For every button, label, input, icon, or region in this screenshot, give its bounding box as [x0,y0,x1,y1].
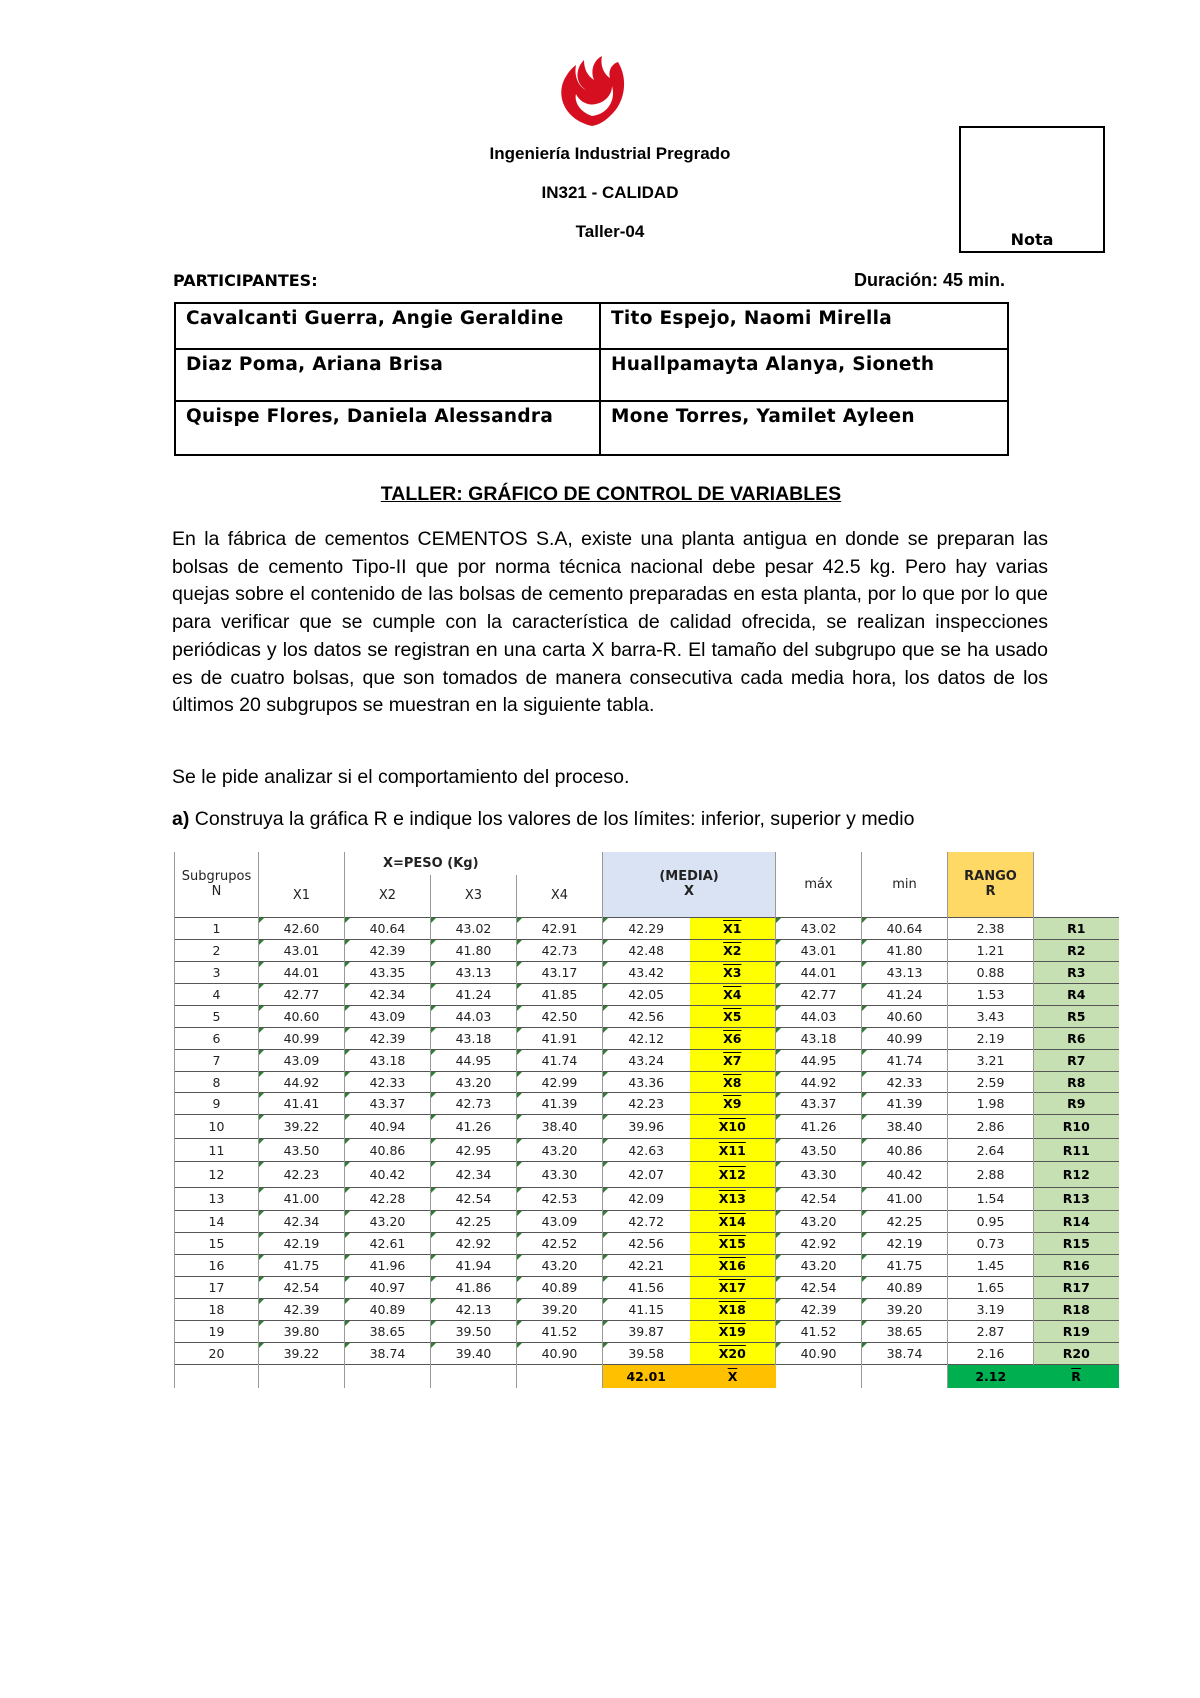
range-cell: 2.86 [948,1115,1034,1139]
range-label-cell: R15 [1034,1232,1119,1254]
x3-cell: 42.92 [431,1232,517,1254]
x2-cell: 43.09 [345,1005,431,1027]
max-cell: 42.39 [776,1299,862,1321]
min-cell: 41.75 [862,1254,948,1276]
min-cell: 40.42 [862,1162,948,1187]
mean-cell: 43.36 [603,1072,690,1093]
mean-label-cell: X12 [690,1162,776,1187]
x4-cell: 42.50 [517,1005,603,1027]
x1-cell: 44.92 [259,1072,345,1093]
empty-cell [175,1365,259,1388]
table-row [175,1321,1119,1343]
workshop-heading: TALLER: GRÁFICO DE CONTROL DE VARIABLES [380,483,842,505]
participants-label: PARTICIPANTES: [173,271,318,290]
header-min: min [862,852,948,917]
range-cell: 3.21 [948,1050,1034,1072]
max-cell: 44.03 [776,1005,862,1027]
range-label-cell: R5 [1034,1005,1119,1027]
mean-cell: 42.05 [603,983,690,1005]
mean-cell: 39.87 [603,1321,690,1343]
empty-cell [431,1365,517,1388]
range-cell: 2.19 [948,1027,1034,1049]
min-cell: 41.80 [862,939,948,961]
grade-label: Nota [1010,230,1054,249]
x3-cell: 41.80 [431,939,517,961]
x1-cell: 39.22 [259,1343,345,1365]
participant-name: Cavalcanti Guerra, Angie Geraldine [175,303,600,349]
max-cell: 43.18 [776,1027,862,1049]
x2-cell: 42.61 [345,1232,431,1254]
table-row [175,1162,1119,1187]
min-cell: 41.74 [862,1050,948,1072]
x2-cell: 41.96 [345,1254,431,1276]
max-cell: 42.92 [776,1232,862,1254]
grand-mean-cell: 42.01 [603,1365,690,1388]
x1-cell: 43.50 [259,1139,345,1162]
x4-cell: 43.20 [517,1254,603,1276]
header-subgrupos: Subgrupos N [175,852,259,917]
min-cell: 41.39 [862,1093,948,1115]
table-row [175,1210,1119,1232]
table-row [175,1005,1119,1027]
x1-cell: 39.22 [259,1115,345,1139]
x2-cell: 40.42 [345,1162,431,1187]
x4-cell: 42.53 [517,1187,603,1210]
mean-cell: 42.29 [603,917,690,939]
max-cell: 43.37 [776,1093,862,1115]
subgroup-number-cell: 9 [175,1093,259,1115]
x3-cell: 39.40 [431,1343,517,1365]
mean-label-cell: X4 [690,983,776,1005]
mean-range-cell: 2.12 [948,1365,1034,1388]
participant-name: Mone Torres, Yamilet Ayleen [600,401,1008,455]
min-cell: 40.99 [862,1027,948,1049]
min-cell: 38.65 [862,1321,948,1343]
program-title: Ingeniería Industrial Pregrado [489,144,731,163]
range-label-cell: R4 [1034,983,1119,1005]
mean-cell: 43.24 [603,1050,690,1072]
x2-cell: 42.39 [345,939,431,961]
header-x1: X1 [259,875,345,917]
subgroup-number-cell: 15 [175,1232,259,1254]
x2-cell: 42.28 [345,1187,431,1210]
range-label-cell: R3 [1034,961,1119,983]
x4-cell: 39.20 [517,1299,603,1321]
x2-cell: 43.35 [345,961,431,983]
range-label-cell: R8 [1034,1072,1119,1093]
mean-cell: 42.21 [603,1254,690,1276]
table-row [175,983,1119,1005]
min-cell: 41.24 [862,983,948,1005]
table-row [175,1254,1119,1276]
range-label-cell: R14 [1034,1210,1119,1232]
min-cell: 38.74 [862,1343,948,1365]
table-row [175,1027,1119,1049]
table-row [175,1276,1119,1298]
table-row [175,917,1119,939]
x2-cell: 38.74 [345,1343,431,1365]
x2-cell: 43.37 [345,1093,431,1115]
subgroup-number-cell: 17 [175,1276,259,1298]
mean-label-cell: X1 [690,917,776,939]
range-cell: 0.88 [948,961,1034,983]
subgroup-number-cell: 13 [175,1187,259,1210]
x1-cell: 43.09 [259,1050,345,1072]
participant-name: Diaz Poma, Ariana Brisa [175,349,600,401]
x3-cell: 44.95 [431,1050,517,1072]
x4-cell: 38.40 [517,1115,603,1139]
subgroup-number-cell: 2 [175,939,259,961]
range-cell: 2.16 [948,1343,1034,1365]
max-cell: 44.92 [776,1072,862,1093]
range-cell: 1.65 [948,1276,1034,1298]
totals-row [175,1365,1119,1388]
x4-cell: 41.52 [517,1321,603,1343]
empty-cell [517,1365,603,1388]
x3-cell: 42.34 [431,1162,517,1187]
x4-cell: 41.85 [517,983,603,1005]
range-label-cell: R11 [1034,1139,1119,1162]
mean-label-cell: X19 [690,1321,776,1343]
mean-cell: 42.12 [603,1027,690,1049]
max-cell: 41.26 [776,1115,862,1139]
empty-cell [776,1365,862,1388]
x4-cell: 42.91 [517,917,603,939]
subgroup-number-cell: 14 [175,1210,259,1232]
table-row [175,1343,1119,1365]
range-cell: 2.64 [948,1139,1034,1162]
participant-name: Tito Espejo, Naomi Mirella [600,303,1008,349]
x4-cell: 42.99 [517,1072,603,1093]
x1-cell: 42.34 [259,1210,345,1232]
table-row [175,1139,1119,1162]
mean-label-cell: X2 [690,939,776,961]
x2-cell: 38.65 [345,1321,431,1343]
min-cell: 40.64 [862,917,948,939]
subgroup-number-cell: 8 [175,1072,259,1093]
range-cell: 2.87 [948,1321,1034,1343]
range-cell: 1.53 [948,983,1034,1005]
table-row [175,1093,1119,1115]
x2-cell: 43.18 [345,1050,431,1072]
header-x3: X3 [431,875,517,917]
table-row [175,939,1119,961]
mean-cell: 43.42 [603,961,690,983]
range-cell: 1.98 [948,1093,1034,1115]
mean-label-cell: X11 [690,1139,776,1162]
x1-cell: 42.54 [259,1276,345,1298]
range-cell: 1.45 [948,1254,1034,1276]
x3-cell: 39.50 [431,1321,517,1343]
max-cell: 43.30 [776,1162,862,1187]
mean-cell: 42.56 [603,1005,690,1027]
header-peso: X=PESO (Kg) [382,856,479,872]
x2-cell: 40.86 [345,1139,431,1162]
x2-cell: 40.94 [345,1115,431,1139]
mean-cell: 42.63 [603,1139,690,1162]
range-label-cell: R20 [1034,1343,1119,1365]
header-rango: RANGO R [948,852,1034,917]
min-cell: 39.20 [862,1299,948,1321]
x4-cell: 42.52 [517,1232,603,1254]
table-row [175,1072,1119,1093]
empty-cell [862,1365,948,1388]
participant-name: Quispe Flores, Daniela Alessandra [175,401,600,455]
question-a [172,808,914,831]
mean-label-cell: X6 [690,1027,776,1049]
x3-cell: 42.73 [431,1093,517,1115]
question-text: Construya la gráfica R e indique los valores de los límites: inferior, superior y medio [189,808,915,830]
range-label-cell: R7 [1034,1050,1119,1072]
mean-label-cell: X14 [690,1210,776,1232]
subgroup-number-cell: 6 [175,1027,259,1049]
x3-cell: 44.03 [431,1005,517,1027]
x4-cell: 41.74 [517,1050,603,1072]
range-label-cell: R10 [1034,1115,1119,1139]
subgroup-number-cell: 1 [175,917,259,939]
max-cell: 42.54 [776,1276,862,1298]
min-cell: 40.89 [862,1276,948,1298]
x3-cell: 41.24 [431,983,517,1005]
range-label-cell: R9 [1034,1093,1119,1115]
x1-cell: 41.75 [259,1254,345,1276]
x1-cell: 42.23 [259,1162,345,1187]
empty-cell [259,1365,345,1388]
x2-cell: 40.89 [345,1299,431,1321]
range-cell: 0.95 [948,1210,1034,1232]
x2-cell: 42.39 [345,1027,431,1049]
problem-paragraph: En la fábrica de cementos CEMENTOS S.A, existe una planta antigua en donde se preparan las bolsas de cemento Tipo-II que por norma técnica nacional debe pesar 42.5 kg. Pero hay varias quejas sobre el contenido de las bolsas de cemento preparadas en esta planta, por lo que por lo que para verificar que se cumple con la característica de calidad ofrecida, se realizan inspecciones periódicas y los datos se registran en una carta X barra-R. El tamaño del subgrupo que se ha usado es de cuatro bolsas, que son tomados de manera consecutiva cada media hora, los datos de los últimos 20 subgrupos se muestran en la siguiente tabla. [172,528,1048,717]
workshop-title: Taller-04 [575,222,645,241]
subgroup-number-cell: 16 [175,1254,259,1276]
range-cell: 1.54 [948,1187,1034,1210]
course-title: IN321 - CALIDAD [541,183,679,202]
range-cell: 0.73 [948,1232,1034,1254]
mean-cell: 42.07 [603,1162,690,1187]
x1-cell: 40.60 [259,1005,345,1027]
mean-cell: 42.48 [603,939,690,961]
x4-cell: 42.73 [517,939,603,961]
x3-cell: 43.02 [431,917,517,939]
range-cell: 3.43 [948,1005,1034,1027]
x1-cell: 42.19 [259,1232,345,1254]
range-cell: 3.19 [948,1299,1034,1321]
mean-label-cell: X15 [690,1232,776,1254]
x3-cell: 42.13 [431,1299,517,1321]
x1-cell: 40.99 [259,1027,345,1049]
max-cell: 43.20 [776,1210,862,1232]
max-cell: 41.52 [776,1321,862,1343]
header-media: (MEDIA) X [603,852,776,917]
x3-cell: 41.86 [431,1276,517,1298]
mean-cell: 42.09 [603,1187,690,1210]
range-cell: 1.21 [948,939,1034,961]
x3-cell: 42.95 [431,1139,517,1162]
x3-cell: 41.26 [431,1115,517,1139]
table-row [175,1187,1119,1210]
max-cell: 43.02 [776,917,862,939]
max-cell: 40.90 [776,1343,862,1365]
header-max: máx [776,852,862,917]
min-cell: 42.33 [862,1072,948,1093]
x2-cell: 42.33 [345,1072,431,1093]
grand-mean-label-cell: $\overline{X}$ [690,1365,776,1388]
max-cell: 43.20 [776,1254,862,1276]
min-cell: 40.60 [862,1005,948,1027]
min-cell: 42.25 [862,1210,948,1232]
subgroup-number-cell: 11 [175,1139,259,1162]
subgroup-number-cell: 10 [175,1115,259,1139]
mean-label-cell: X9 [690,1093,776,1115]
x4-cell: 43.17 [517,961,603,983]
table-row [175,1050,1119,1072]
mean-cell: 42.56 [603,1232,690,1254]
range-label-cell: R19 [1034,1321,1119,1343]
x1-cell: 42.60 [259,917,345,939]
x1-cell: 42.77 [259,983,345,1005]
range-label-cell: R16 [1034,1254,1119,1276]
x4-cell: 43.09 [517,1210,603,1232]
x4-cell: 40.89 [517,1276,603,1298]
min-cell: 41.00 [862,1187,948,1210]
data-table [174,852,1119,1388]
mean-cell: 42.72 [603,1210,690,1232]
mean-label-cell: X10 [690,1115,776,1139]
range-label-cell: R1 [1034,917,1119,939]
max-cell: 44.01 [776,961,862,983]
mean-range-label-cell: $\overline{R}$ [1034,1365,1119,1388]
x1-cell: 44.01 [259,961,345,983]
range-label-cell: R13 [1034,1187,1119,1210]
x3-cell: 41.94 [431,1254,517,1276]
table-row [175,1299,1119,1321]
max-cell: 42.77 [776,983,862,1005]
empty-cell [345,1365,431,1388]
table-row [175,961,1119,983]
min-cell: 42.19 [862,1232,948,1254]
grade-box [959,126,1105,253]
subgroup-number-cell: 20 [175,1343,259,1365]
min-cell: 43.13 [862,961,948,983]
university-logo-icon [554,54,630,130]
subgroup-number-cell: 12 [175,1162,259,1187]
subgroup-number-cell: 4 [175,983,259,1005]
range-cell: 2.59 [948,1072,1034,1093]
mean-label-cell: X8 [690,1072,776,1093]
range-cell: 2.88 [948,1162,1034,1187]
instruction-text: Se le pide analizar si el comportamiento del proceso. [172,766,630,788]
x1-cell: 41.00 [259,1187,345,1210]
range-cell: 2.38 [948,917,1034,939]
header-x4: X4 [517,875,603,917]
range-label-cell: R2 [1034,939,1119,961]
range-label-cell: R18 [1034,1299,1119,1321]
mean-label-cell: X17 [690,1276,776,1298]
subgroup-number-cell: 5 [175,1005,259,1027]
x2-cell: 43.20 [345,1210,431,1232]
x3-cell: 42.54 [431,1187,517,1210]
mean-label-cell: X7 [690,1050,776,1072]
x1-cell: 42.39 [259,1299,345,1321]
min-cell: 40.86 [862,1139,948,1162]
mean-label-cell: X3 [690,961,776,983]
x3-cell: 43.20 [431,1072,517,1093]
x4-cell: 40.90 [517,1343,603,1365]
mean-cell: 41.15 [603,1299,690,1321]
mean-cell: 39.58 [603,1343,690,1365]
participant-name: Huallpamayta Alanya, Sioneth [600,349,1008,401]
x1-cell: 43.01 [259,939,345,961]
subgroup-number-cell: 19 [175,1321,259,1343]
x1-cell: 39.80 [259,1321,345,1343]
x4-cell: 43.30 [517,1162,603,1187]
subgroup-number-cell: 18 [175,1299,259,1321]
mean-label-cell: X20 [690,1343,776,1365]
mean-label-cell: X16 [690,1254,776,1276]
subgroup-number-cell: 3 [175,961,259,983]
max-cell: 42.54 [776,1187,862,1210]
mean-cell: 42.23 [603,1093,690,1115]
subgroup-number-cell: 7 [175,1050,259,1072]
max-cell: 43.01 [776,939,862,961]
x3-cell: 42.25 [431,1210,517,1232]
participants-table [174,302,1009,456]
mean-label-cell: X18 [690,1299,776,1321]
min-cell: 38.40 [862,1115,948,1139]
x2-cell: 40.97 [345,1276,431,1298]
x4-cell: 41.91 [517,1027,603,1049]
mean-cell: 41.56 [603,1276,690,1298]
table-row [175,1115,1119,1139]
range-label-cell: R6 [1034,1027,1119,1049]
header-x2: X2 [345,875,431,917]
x3-cell: 43.18 [431,1027,517,1049]
max-cell: 43.50 [776,1139,862,1162]
max-cell: 44.95 [776,1050,862,1072]
mean-cell: 39.96 [603,1115,690,1139]
x2-cell: 40.64 [345,917,431,939]
range-label-cell: R12 [1034,1162,1119,1187]
x4-cell: 43.20 [517,1139,603,1162]
x2-cell: 42.34 [345,983,431,1005]
question-prefix: a) [172,808,190,830]
table-row [175,1232,1119,1254]
range-label-cell: R17 [1034,1276,1119,1298]
duration-label: Duración: 45 min. [853,270,1005,290]
mean-label-cell: X5 [690,1005,776,1027]
mean-label-cell: X13 [690,1187,776,1210]
x3-cell: 43.13 [431,961,517,983]
x1-cell: 41.41 [259,1093,345,1115]
x4-cell: 41.39 [517,1093,603,1115]
